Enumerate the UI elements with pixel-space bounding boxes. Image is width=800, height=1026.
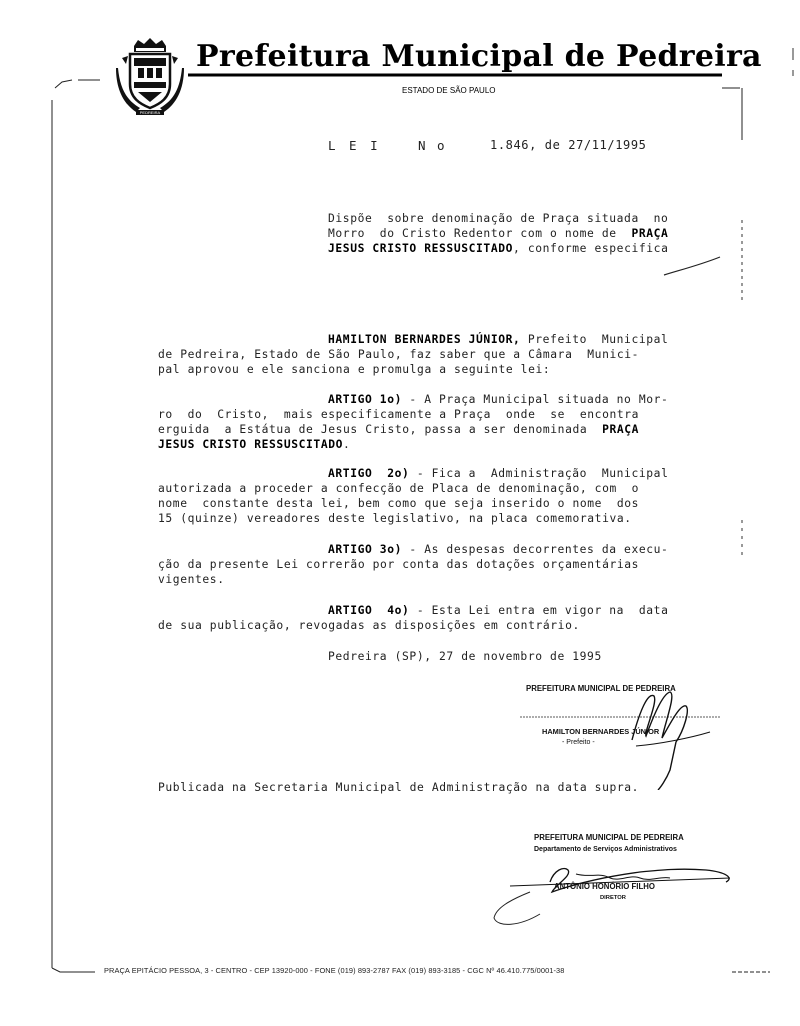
publication-stamp-role: DIRETOR <box>600 895 626 901</box>
date-line: Pedreira (SP), 27 de novembro de 1995 <box>328 650 602 663</box>
law-heading-number-date: 1.846, de 27/11/1995 <box>490 138 647 152</box>
article-2-line-4: 15 (quinze) vereadores deste legislativo, na placa comemorativa. <box>158 512 632 525</box>
preamble-line-2: de Pedreira, Estado de São Paulo, faz saber que a Câmara Munici- <box>158 348 640 361</box>
article-1-line-1: ARTIGO 1o) - A Praça Municipal situada no Mor- <box>328 393 669 406</box>
signature-stamp-name: HAMILTON BERNARDES JÚNIOR <box>542 727 660 736</box>
article-1-line-2: ro do Cristo, mais especificamente a Praça onde se encontra <box>158 408 640 421</box>
director-signature <box>490 852 750 932</box>
publication-stamp-dept: Departamento de Serviços Administrativos <box>534 846 677 853</box>
letterhead-title: Prefeitura Municipal de Pedreira <box>196 39 762 74</box>
letterhead-state: ESTADO DE SÃO PAULO <box>402 86 496 95</box>
article-2-line-3: nome constante desta lei, bem como que seja inserido o nome dos <box>158 497 640 510</box>
signature-stamp-role: - Prefeito - <box>562 739 595 746</box>
article-3-line-3: vigentes. <box>158 573 225 586</box>
article-1-line-3: erguida a Estátua de Jesus Cristo, passa a ser denominada PRAÇA <box>158 423 640 436</box>
ementa-line-3: JESUS CRISTO RESSUSCITADO, conforme especifica <box>328 242 669 255</box>
article-4-line-1: ARTIGO 4o) - Esta Lei entra em vigor na data <box>328 604 669 617</box>
law-heading-lei: L E I <box>328 138 381 153</box>
article-2-line-2: autorizada a proceder a confecção de Placa de denominação, com o <box>158 482 640 495</box>
article-1-line-4: JESUS CRISTO RESSUSCITADO. <box>158 438 351 451</box>
publication-stamp-org: PREFEITURA MUNICIPAL DE PEDREIRA <box>534 833 684 842</box>
ementa-line-2: Morro do Cristo Redentor com o nome de PRAÇA <box>328 227 669 240</box>
ementa-line-1: Dispõe sobre denominação de Praça situada no <box>328 212 669 225</box>
preamble-line-1: HAMILTON BERNARDES JÚNIOR, Prefeito Municipal <box>328 333 669 346</box>
article-3-line-2: ção da presente Lei correrão por conta das dotações orçamentárias <box>158 558 640 571</box>
coat-of-arms-logo <box>116 38 184 118</box>
coat-of-arms-text: PEDREIRA <box>139 110 161 115</box>
preamble-line-3: pal aprovou e ele sanciona e promulga a seguinte lei: <box>158 363 551 376</box>
signature-stamp-org: PREFEITURA MUNICIPAL DE PEDREIRA <box>526 684 676 693</box>
footer-address: PRAÇA EPITÁCIO PESSOA, 3 - CENTRO - CEP 13920-000 - FONE (019) 893-2787 FAX (019) 893-3185 - CGC Nº 46.410.775/0001-38 <box>104 966 565 975</box>
article-2-line-1: ARTIGO 2o) - Fica a Administração Municipal <box>328 467 669 480</box>
law-heading-number-label: N o <box>418 138 447 153</box>
publication-stamp-name: ANTÔNIO HONÓRIO FILHO <box>554 882 655 891</box>
article-4-line-2: de sua publicação, revogadas as disposições em contrário. <box>158 619 580 632</box>
article-3-line-1: ARTIGO 3o) - As despesas decorrentes da execu- <box>328 543 669 556</box>
publication-line: Publicada na Secretaria Municipal de Administração na data supra. <box>158 781 640 794</box>
